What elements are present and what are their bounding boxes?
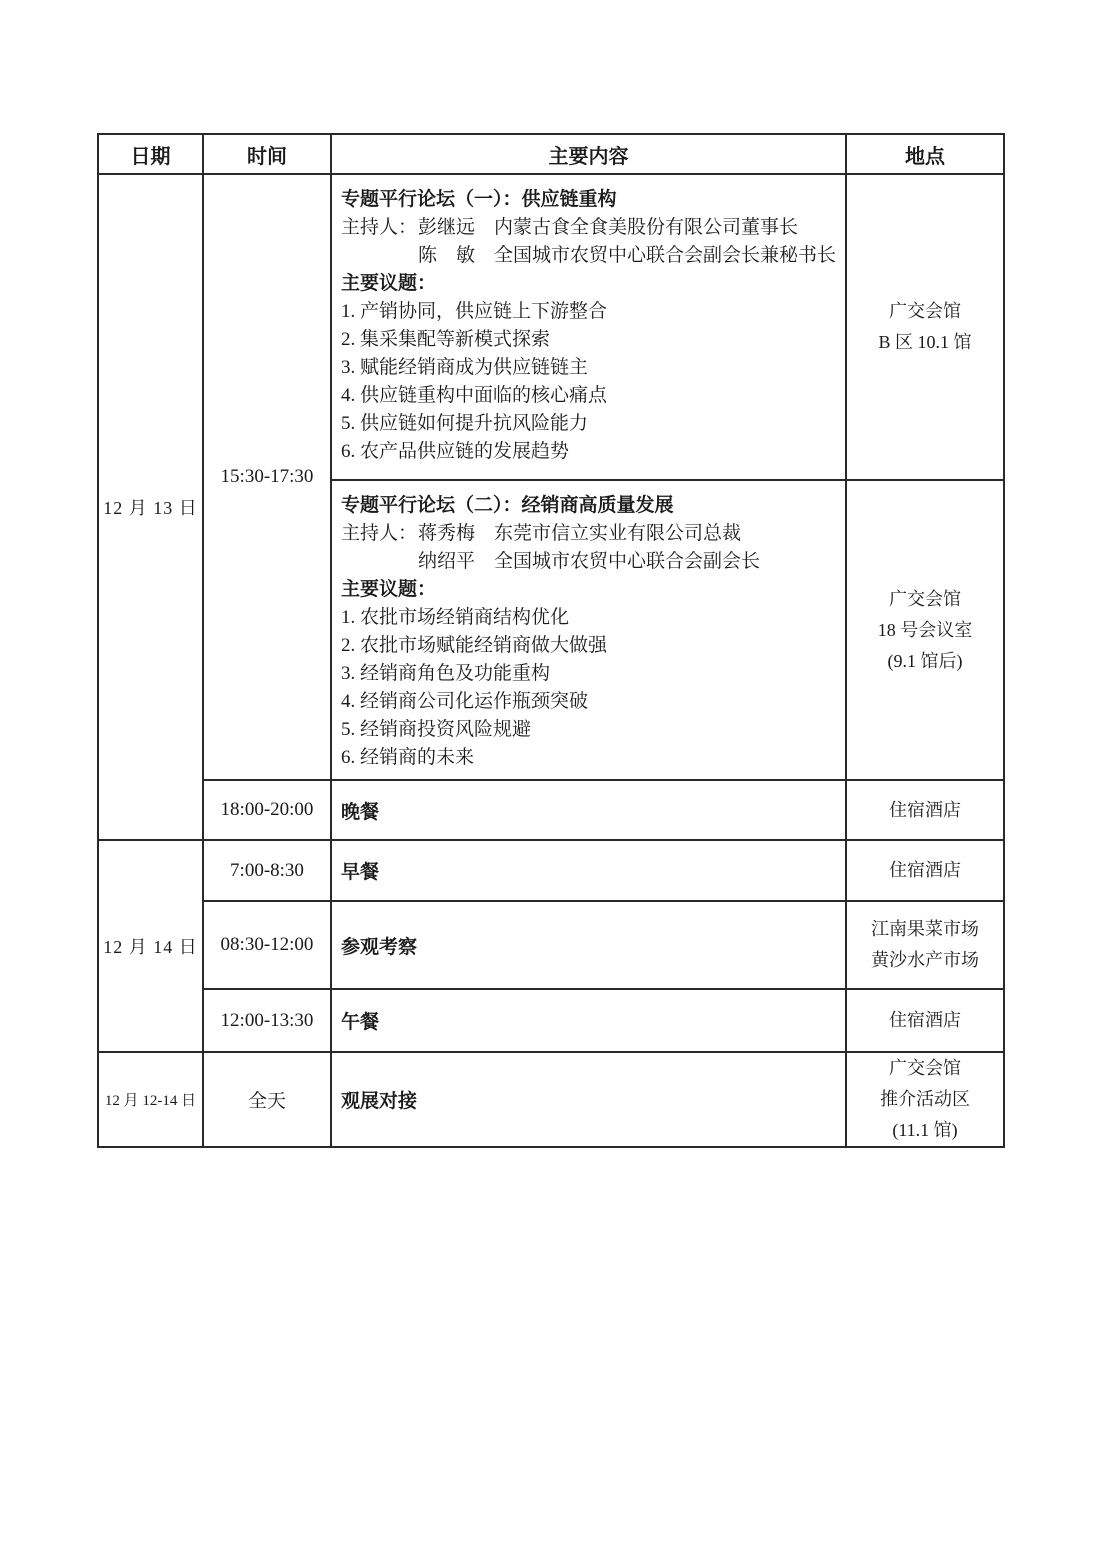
forum2-topic-4: 4. 经销商公司化运作瓶颈突破 xyxy=(341,691,589,712)
forum2-title: 专题平行论坛（二）：经销商高质量发展 xyxy=(341,495,674,516)
header-date: 日期 xyxy=(98,134,203,174)
allday-location-line-3: (11.1 馆) xyxy=(892,1120,958,1140)
tour-location-cell xyxy=(846,901,1004,989)
forum1-host-line-2: 陈 敏 全国城市农贸中心联合会副会长兼秘书长 xyxy=(418,245,837,266)
tour-location-line-2: 黄沙水产市场 xyxy=(871,950,979,970)
forum1-topic-1: 1. 产销协同，供应链上下游整合 xyxy=(341,301,608,322)
forum1-topic-4: 4. 供应链重构中面临的核心痛点 xyxy=(341,385,608,406)
row-forum1 xyxy=(98,174,1004,480)
forum1-host-label: 主持人： xyxy=(341,217,418,238)
lunch-location-cell: 住宿酒店 xyxy=(846,989,1004,1052)
row-dinner xyxy=(98,780,1004,840)
row-allday xyxy=(98,1052,1004,1147)
allday-location-line-1: 广交会馆 xyxy=(889,1058,961,1078)
row-breakfast xyxy=(98,840,1004,901)
allday-content-cell: 观展对接 xyxy=(331,1052,846,1147)
dinner-time-cell: 18:00-20:00 xyxy=(203,780,331,840)
tour-time-cell: 08:30-12:00 xyxy=(203,901,331,989)
forum2-location-line-2: 18 号会议室 xyxy=(877,619,973,640)
forum2-topic-1: 1. 农批市场经销商结构优化 xyxy=(341,607,570,628)
forum1-content-cell xyxy=(331,174,846,480)
forum2-location-line-1: 广交会馆 xyxy=(889,588,961,609)
forum1-topic-3: 3. 赋能经销商成为供应链链主 xyxy=(341,357,589,378)
forum2-topics-label: 主要议题： xyxy=(341,579,437,600)
lunch-time-cell: 12:00-13:30 xyxy=(203,989,331,1052)
forum2-location-cell xyxy=(846,480,1004,780)
forum2-topic-3: 3. 经销商角色及功能重构 xyxy=(341,663,551,684)
forum1-location-line-1: 广交会馆 xyxy=(889,301,961,321)
header-content: 主要内容 xyxy=(331,134,846,174)
forum1-location-line-2: B 区 10.1 馆 xyxy=(878,332,972,352)
breakfast-location-cell: 住宿酒店 xyxy=(846,840,1004,901)
forum1-topic-2: 2. 集采集配等新模式探索 xyxy=(341,329,551,350)
allday-location-cell xyxy=(846,1052,1004,1147)
forum1-title: 专题平行论坛（一）：供应链重构 xyxy=(341,189,617,210)
forum2-content-cell xyxy=(331,480,846,780)
forum1-topics-label: 主要议题： xyxy=(341,273,437,294)
forum1-host-1: 彭继远 内蒙古食全食美股份有限公司董事长 xyxy=(418,217,799,238)
tour-location-line-1: 江南果菜市场 xyxy=(871,919,979,939)
forum1-host-line-1 xyxy=(341,214,837,242)
date-cell-dec12-14: 12 月 12-14 日 xyxy=(98,1052,203,1147)
forum1-location-cell xyxy=(846,174,1004,480)
breakfast-content-cell: 早餐 xyxy=(331,840,846,901)
forum2-topic-6: 6. 经销商的未来 xyxy=(341,747,475,768)
forum2-topic-5: 5. 经销商投资风险规避 xyxy=(341,719,532,740)
row-lunch xyxy=(98,989,1004,1052)
breakfast-time-cell: 7:00-8:30 xyxy=(203,840,331,901)
header-time: 时间 xyxy=(203,134,331,174)
date-cell-dec14: 12 月 14 日 xyxy=(98,840,203,1052)
forum2-location-line-3: (9.1 馆后) xyxy=(887,650,963,671)
header-location: 地点 xyxy=(846,134,1004,174)
allday-time-cell: 全天 xyxy=(203,1052,331,1147)
dinner-content-cell: 晚餐 xyxy=(331,780,846,840)
header-row xyxy=(98,134,1004,174)
forum1-topic-5: 5. 供应链如何提升抗风险能力 xyxy=(341,413,589,434)
lunch-content-cell: 午餐 xyxy=(331,989,846,1052)
time-cell-forums: 15:30-17:30 xyxy=(203,174,331,780)
forum2-host-line-1 xyxy=(341,520,837,548)
forum2-host-line-2: 纳绍平 全国城市农贸中心联合会副会长 xyxy=(418,551,761,572)
forum2-host-label: 主持人： xyxy=(341,523,418,544)
schedule-table xyxy=(97,133,1005,1148)
forum2-host-1: 蒋秀梅 东莞市信立实业有限公司总裁 xyxy=(418,523,742,544)
dinner-location-cell: 住宿酒店 xyxy=(846,780,1004,840)
date-cell-dec13: 12 月 13 日 xyxy=(98,174,203,840)
forum1-topic-6: 6. 农产品供应链的发展趋势 xyxy=(341,441,570,462)
row-tour xyxy=(98,901,1004,989)
tour-content-cell: 参观考察 xyxy=(331,901,846,989)
allday-location-line-2: 推介活动区 xyxy=(880,1089,970,1109)
forum2-topic-2: 2. 农批市场赋能经销商做大做强 xyxy=(341,635,608,656)
